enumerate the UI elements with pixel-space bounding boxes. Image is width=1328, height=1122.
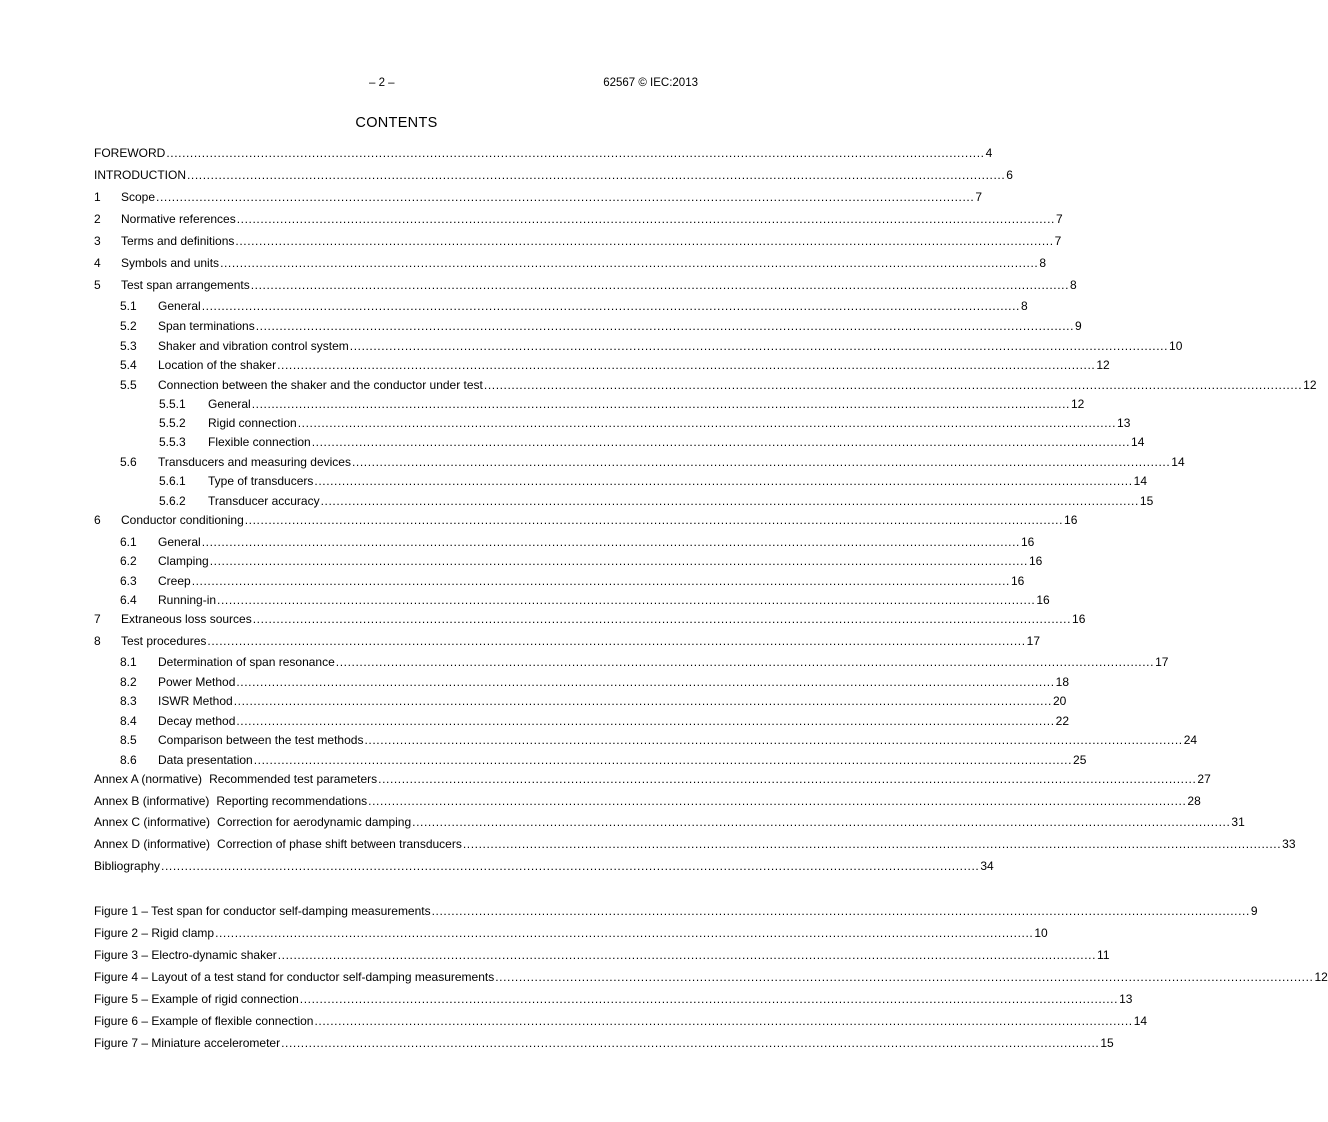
toc-entry-label (94, 837, 462, 852)
figure-page-number: 9 (1250, 904, 1258, 918)
toc-entry[interactable] (94, 378, 1317, 393)
toc-entry-title: Symbols and units (121, 256, 220, 270)
toc-page-number: 16 (1028, 554, 1043, 568)
toc-entry-number: 5.5.3 (159, 435, 186, 449)
toc-entry[interactable] (94, 339, 1183, 354)
figure-entry-label (94, 992, 299, 1007)
leader-dots: ................................................................................................................................................................................................................ (277, 948, 1097, 962)
toc-entry-title: General (208, 397, 251, 411)
toc-entry-label (94, 612, 252, 627)
toc-entry-title: General (158, 535, 201, 549)
toc-entry-label (94, 634, 206, 649)
toc-entry-number: 7 (94, 612, 101, 626)
leader-dots: ................................................................................................................................................................................................................ (281, 1036, 1100, 1050)
toc-entry[interactable] (94, 256, 1047, 271)
toc-entry-label (94, 714, 235, 729)
figure-entry[interactable] (94, 948, 1110, 963)
toc-entry[interactable] (94, 859, 994, 874)
leader-dots: ................................................................................................................................................................................................................ (311, 435, 1131, 449)
leader-dots: ................................................................................................................................................................................................................ (235, 234, 1054, 248)
toc-entry-title: Flexible connection (208, 435, 311, 449)
leader-dots: ................................................................................................................................................................................................................ (351, 455, 1171, 469)
toc-entry-title: Determination of span resonance (158, 655, 335, 669)
figure-page-number: 12 (1314, 970, 1328, 984)
leader-dots: ................................................................................................................................................................................................................ (277, 358, 1096, 372)
toc-entry[interactable] (94, 278, 1077, 293)
toc-entry[interactable] (94, 593, 1050, 608)
toc-page-number: 18 (1055, 675, 1070, 689)
toc-page-number: 4 (985, 146, 993, 160)
leader-dots: ................................................................................................................................................................................................................ (187, 168, 1006, 182)
toc-page-number: 7 (1054, 234, 1062, 248)
toc-entry-number: 5.6.2 (159, 494, 186, 508)
toc-page-number: 12 (1096, 358, 1110, 372)
toc-entry[interactable] (94, 455, 1185, 470)
leader-dots: ................................................................................................................................................................................................................ (335, 655, 1155, 669)
toc-entry-label (94, 339, 349, 354)
toc-entry-label (94, 455, 351, 470)
leader-dots: ................................................................................................................................................................................................................ (191, 574, 1010, 588)
leader-dots: ................................................................................................................................................................................................................ (209, 554, 1028, 568)
toc-entry-title: Correction for aerodynamic damping (217, 815, 412, 829)
toc-entry-label (94, 574, 191, 589)
toc-entry[interactable] (94, 535, 1035, 550)
toc-page-number: 12 (1070, 397, 1085, 411)
toc-entry-number: 1 (94, 190, 101, 204)
toc-page-number: 8 (1070, 278, 1077, 292)
toc-entry-label (94, 435, 311, 450)
toc-entry-number: 6.3 (120, 574, 137, 588)
toc-entry-title: Location of the shaker (158, 358, 277, 372)
toc-page-number: 16 (1020, 535, 1035, 549)
toc-entry-number: 5.6 (120, 455, 137, 469)
toc-page-number: 27 (1197, 772, 1211, 786)
figure-page-number: 14 (1133, 1014, 1148, 1028)
toc-page-number: 33 (1282, 837, 1296, 851)
toc-entry-number: 5.6.1 (159, 474, 186, 488)
leader-dots: ................................................................................................................................................................................................................ (215, 926, 1034, 940)
document-id: 62567 © IEC:2013 (603, 77, 698, 89)
leader-dots: ................................................................................................................................................................................................................ (299, 992, 1119, 1006)
toc-entry-title: Decay method (158, 714, 236, 728)
toc-entry-title: Bibliography (94, 859, 161, 873)
toc-entry[interactable] (94, 675, 1070, 690)
toc-entry-number: 5 (94, 278, 101, 292)
toc-entry-title: Span terminations (158, 319, 255, 333)
toc-entry-number: 3 (94, 234, 101, 248)
figure-entry[interactable] (94, 926, 1048, 941)
toc-entry-number: 5.3 (120, 339, 137, 353)
page-number: – 2 – (369, 77, 395, 89)
toc-entry-number: 5.5.2 (159, 416, 186, 430)
toc-page-number: 34 (980, 859, 994, 873)
toc-page-number: 31 (1231, 815, 1245, 829)
leader-dots: ................................................................................................................................................................................................................ (252, 612, 1072, 626)
toc-entry-label (94, 513, 244, 528)
toc-page-number: 9 (1075, 319, 1082, 333)
toc-entry-label (94, 397, 251, 412)
leader-dots: ................................................................................................................................................................................................................ (236, 212, 1055, 226)
figure-entry[interactable] (94, 1014, 1148, 1029)
figure-title: Figure 6 – Example of flexible connection (94, 1014, 314, 1028)
toc-entry-number: 8.5 (120, 733, 137, 747)
toc-entry[interactable] (94, 554, 1043, 569)
leader-dots: ................................................................................................................................................................................................................ (166, 146, 985, 160)
toc-entry-title: General (158, 299, 201, 313)
toc-entry[interactable] (94, 574, 1025, 589)
leader-dots: ................................................................................................................................................................................................................ (495, 970, 1314, 984)
toc-entry-title: ISWR Method (158, 694, 233, 708)
toc-entry-title: Extraneous loss sources (121, 612, 252, 626)
figure-title: Figure 5 – Example of rigid connection (94, 992, 299, 1006)
toc-entry-title: Running-in (158, 593, 217, 607)
toc-entry-number: 8.1 (120, 655, 137, 669)
toc-entry-label (94, 212, 236, 227)
toc-entry-title: Connection between the shaker and the conductor under test (158, 378, 483, 392)
toc-page-number: 28 (1187, 794, 1201, 808)
leader-dots: ................................................................................................................................................................................................................ (314, 1014, 1133, 1028)
leader-dots: ................................................................................................................................................................................................................ (412, 815, 1231, 829)
toc-entry-label (94, 146, 165, 161)
figure-entry[interactable] (94, 970, 1328, 985)
toc-entry-title: Correction of phase shift between transducers (217, 837, 462, 851)
figure-page-number: 13 (1119, 992, 1133, 1006)
toc-entry-label (94, 190, 155, 205)
toc-entry-label (94, 358, 276, 373)
toc-entry[interactable] (94, 397, 1085, 412)
toc-annex-id: Annex B (informative) (94, 794, 210, 808)
toc-entry-title: Conductor conditioning (121, 513, 244, 527)
toc-entry-label (94, 278, 250, 293)
toc-entry-label (94, 655, 335, 670)
leader-dots: ................................................................................................................................................................................................................ (462, 837, 1282, 851)
toc-entry[interactable] (94, 168, 1013, 183)
toc-entry[interactable] (94, 234, 1062, 249)
toc-entry[interactable] (94, 612, 1086, 627)
toc-entry-title: Power Method (158, 675, 236, 689)
toc-entry-title: INTRODUCTION (94, 168, 186, 182)
toc-annex-id: Annex D (informative) (94, 837, 211, 851)
figure-entry[interactable] (94, 904, 1258, 919)
leader-dots: ................................................................................................................................................................................................................ (314, 474, 1133, 488)
figure-entry-label (94, 904, 431, 919)
leader-dots: ................................................................................................................................................................................................................ (253, 753, 1073, 767)
toc-entry-label (94, 319, 255, 334)
toc-entry[interactable] (94, 714, 1070, 729)
figure-entry[interactable] (94, 1036, 1114, 1051)
page-header (94, 77, 698, 93)
toc-entry-number: 6.1 (120, 535, 137, 549)
toc-page-number: 13 (1117, 416, 1131, 430)
toc-entry-title: Transducer accuracy (208, 494, 320, 508)
leader-dots: ................................................................................................................................................................................................................ (201, 535, 1020, 549)
toc-page-number: 16 (1064, 513, 1078, 527)
leader-dots: ................................................................................................................................................................................................................ (297, 416, 1117, 430)
figure-title: Figure 1 – Test span for conductor self-damping measurements (94, 904, 431, 918)
toc-page-number: 17 (1026, 634, 1041, 648)
figure-page-number: 15 (1100, 1036, 1114, 1050)
toc-page-number: 14 (1131, 435, 1145, 449)
toc-entry-number: 5.2 (120, 319, 137, 333)
toc-entry[interactable] (94, 358, 1110, 373)
figure-entry-label (94, 948, 277, 963)
toc-entry-number: 8.6 (120, 753, 137, 767)
toc-entry-title: Shaker and vibration control system (158, 339, 349, 353)
toc-entry-label (94, 733, 363, 748)
toc-entry-label (94, 168, 186, 183)
toc-entry-number: 4 (94, 256, 101, 270)
toc-entry[interactable] (94, 753, 1087, 768)
toc-entry[interactable] (94, 772, 1211, 787)
toc-entry-number: 5.4 (120, 358, 137, 372)
toc-entry-label (94, 794, 367, 809)
toc-entry-title: Terms and definitions (121, 234, 235, 248)
toc-entry[interactable] (94, 655, 1169, 670)
leader-dots: ................................................................................................................................................................................................................ (431, 904, 1250, 918)
figure-title: Figure 4 – Layout of a test stand for conductor self-damping measurements (94, 970, 495, 984)
toc-entry-title: Test procedures (121, 634, 207, 648)
toc-entry-label (94, 593, 216, 608)
leader-dots: ................................................................................................................................................................................................................ (236, 675, 1055, 689)
toc-entry-title: FOREWORD (94, 146, 166, 160)
toc-entry[interactable] (94, 733, 1198, 748)
leader-dots: ................................................................................................................................................................................................................ (236, 714, 1055, 728)
toc-page-number: 16 (1010, 574, 1025, 588)
figure-entry[interactable] (94, 992, 1133, 1007)
leader-dots: ................................................................................................................................................................................................................ (201, 299, 1020, 313)
leader-dots: ................................................................................................................................................................................................................ (156, 190, 975, 204)
toc-entry-label (94, 299, 201, 314)
toc-entry-label (94, 416, 297, 431)
toc-entry[interactable] (94, 513, 1078, 528)
toc-entry-label (94, 494, 320, 509)
figure-title: Figure 2 – Rigid clamp (94, 926, 215, 940)
toc-entry-label (94, 256, 219, 271)
figure-entry-label (94, 926, 214, 941)
toc-page-number: 14 (1133, 474, 1148, 488)
toc-entry-number: 8.2 (120, 675, 137, 689)
toc-entry-title: Transducers and measuring devices (158, 455, 351, 469)
toc-entry-number: 5.5.1 (159, 397, 186, 411)
toc-entry[interactable] (94, 815, 1245, 830)
toc-entry[interactable] (94, 694, 1067, 709)
toc-entry[interactable] (94, 474, 1148, 489)
toc-entry[interactable] (94, 794, 1201, 809)
toc-page-number: 8 (1020, 299, 1028, 313)
toc-page-number: 10 (1169, 339, 1183, 353)
leader-dots: ................................................................................................................................................................................................................ (349, 339, 1169, 353)
leader-dots: ................................................................................................................................................................................................................ (368, 794, 1187, 808)
leader-dots: ................................................................................................................................................................................................................ (364, 733, 1183, 747)
leader-dots: ................................................................................................................................................................................................................ (320, 494, 1139, 508)
toc-entry-title: Normative references (121, 212, 236, 226)
figure-entry-label (94, 1014, 313, 1029)
toc-entry-label (94, 535, 201, 550)
leader-dots: ................................................................................................................................................................................................................ (161, 859, 980, 873)
toc-entry-number: 8.4 (120, 714, 137, 728)
toc-entry-number: 5.5 (120, 378, 137, 392)
toc-page-number: 12 (1303, 378, 1317, 392)
leader-dots: ................................................................................................................................................................................................................ (255, 319, 1075, 333)
toc-page-number: 17 (1155, 655, 1169, 669)
toc-page-number: 7 (1056, 212, 1063, 226)
toc-page-number: 15 (1139, 494, 1154, 508)
toc-entry-title: Reporting recommendations (216, 794, 368, 808)
figure-title: Figure 3 – Electro-dynamic shaker (94, 948, 277, 962)
toc-annex-id: Annex A (normative) (94, 772, 203, 786)
toc-entry-number: 8.3 (120, 694, 137, 708)
toc-entry[interactable] (94, 435, 1145, 450)
toc-page-number: 25 (1073, 753, 1087, 767)
figure-page-number: 11 (1097, 948, 1110, 962)
toc-entry[interactable] (94, 634, 1041, 649)
leader-dots: ................................................................................................................................................................................................................ (220, 256, 1039, 270)
toc-entry-number: 2 (94, 212, 101, 226)
toc-entry-number: 6 (94, 513, 101, 527)
figure-entry-label (94, 1036, 280, 1051)
toc-entry-number: 5.1 (120, 299, 137, 313)
toc-page-number: 24 (1183, 733, 1198, 747)
figure-title: Figure 7 – Miniature accelerometer (94, 1036, 281, 1050)
leader-dots: ................................................................................................................................................................................................................ (244, 513, 1064, 527)
toc-entry-title: Recommended test parameters (209, 772, 378, 786)
toc-page-number: 6 (1006, 168, 1013, 182)
toc-page-number: 20 (1052, 694, 1067, 708)
toc-entry[interactable] (94, 146, 993, 161)
page-title: CONTENTS (355, 115, 438, 131)
toc-page-number: 22 (1055, 714, 1070, 728)
toc-entry[interactable] (94, 212, 1063, 227)
toc-entry-label (94, 753, 253, 768)
leader-dots: ................................................................................................................................................................................................................ (250, 278, 1070, 292)
toc-entry-title: Comparison between the test methods (158, 733, 364, 747)
toc-entry-label (94, 554, 209, 569)
toc-page-number: 8 (1039, 256, 1047, 270)
toc-entry-title: Type of transducers (208, 474, 314, 488)
toc-entry-label (94, 815, 411, 830)
figure-entry-label (94, 970, 494, 985)
leader-dots: ................................................................................................................................................................................................................ (217, 593, 1036, 607)
toc-page-number: 7 (975, 190, 982, 204)
toc-entry-label (94, 474, 313, 489)
toc-entry[interactable] (94, 494, 1154, 509)
leader-dots: ................................................................................................................................................................................................................ (483, 378, 1303, 392)
toc-entry-title: Data presentation (158, 753, 253, 767)
toc-entry-number: 8 (94, 634, 101, 648)
toc-entry-title: Test span arrangements (121, 278, 250, 292)
toc-entry[interactable] (94, 837, 1296, 852)
toc-entry-title: Clamping (158, 554, 209, 568)
toc-entry-title: Scope (121, 190, 156, 204)
toc-page-number: 16 (1036, 593, 1050, 607)
toc-entry-label (94, 378, 483, 393)
toc-entry[interactable] (94, 190, 982, 205)
toc-entry-number: 6.4 (120, 593, 137, 607)
toc-entry-label (94, 694, 233, 709)
toc-entry-number: 6.2 (120, 554, 137, 568)
toc-entry[interactable] (94, 319, 1082, 334)
toc-page-number: 14 (1171, 455, 1185, 469)
toc-entry-label (94, 859, 160, 874)
toc-entry-label (94, 234, 234, 249)
toc-entry-title: Creep (158, 574, 191, 588)
toc-entry-label (94, 772, 377, 787)
leader-dots: ................................................................................................................................................................................................................ (251, 397, 1070, 411)
figure-page-number: 10 (1034, 926, 1048, 940)
toc-entry-label (94, 675, 235, 690)
toc-annex-id: Annex C (informative) (94, 815, 211, 829)
toc-entry[interactable] (94, 416, 1131, 431)
toc-entry-title: Rigid connection (208, 416, 297, 430)
toc-page-number: 16 (1072, 612, 1086, 626)
leader-dots: ................................................................................................................................................................................................................ (378, 772, 1197, 786)
leader-dots: ................................................................................................................................................................................................................ (233, 694, 1052, 708)
leader-dots: ................................................................................................................................................................................................................ (207, 634, 1026, 648)
toc-entry[interactable] (94, 299, 1028, 314)
